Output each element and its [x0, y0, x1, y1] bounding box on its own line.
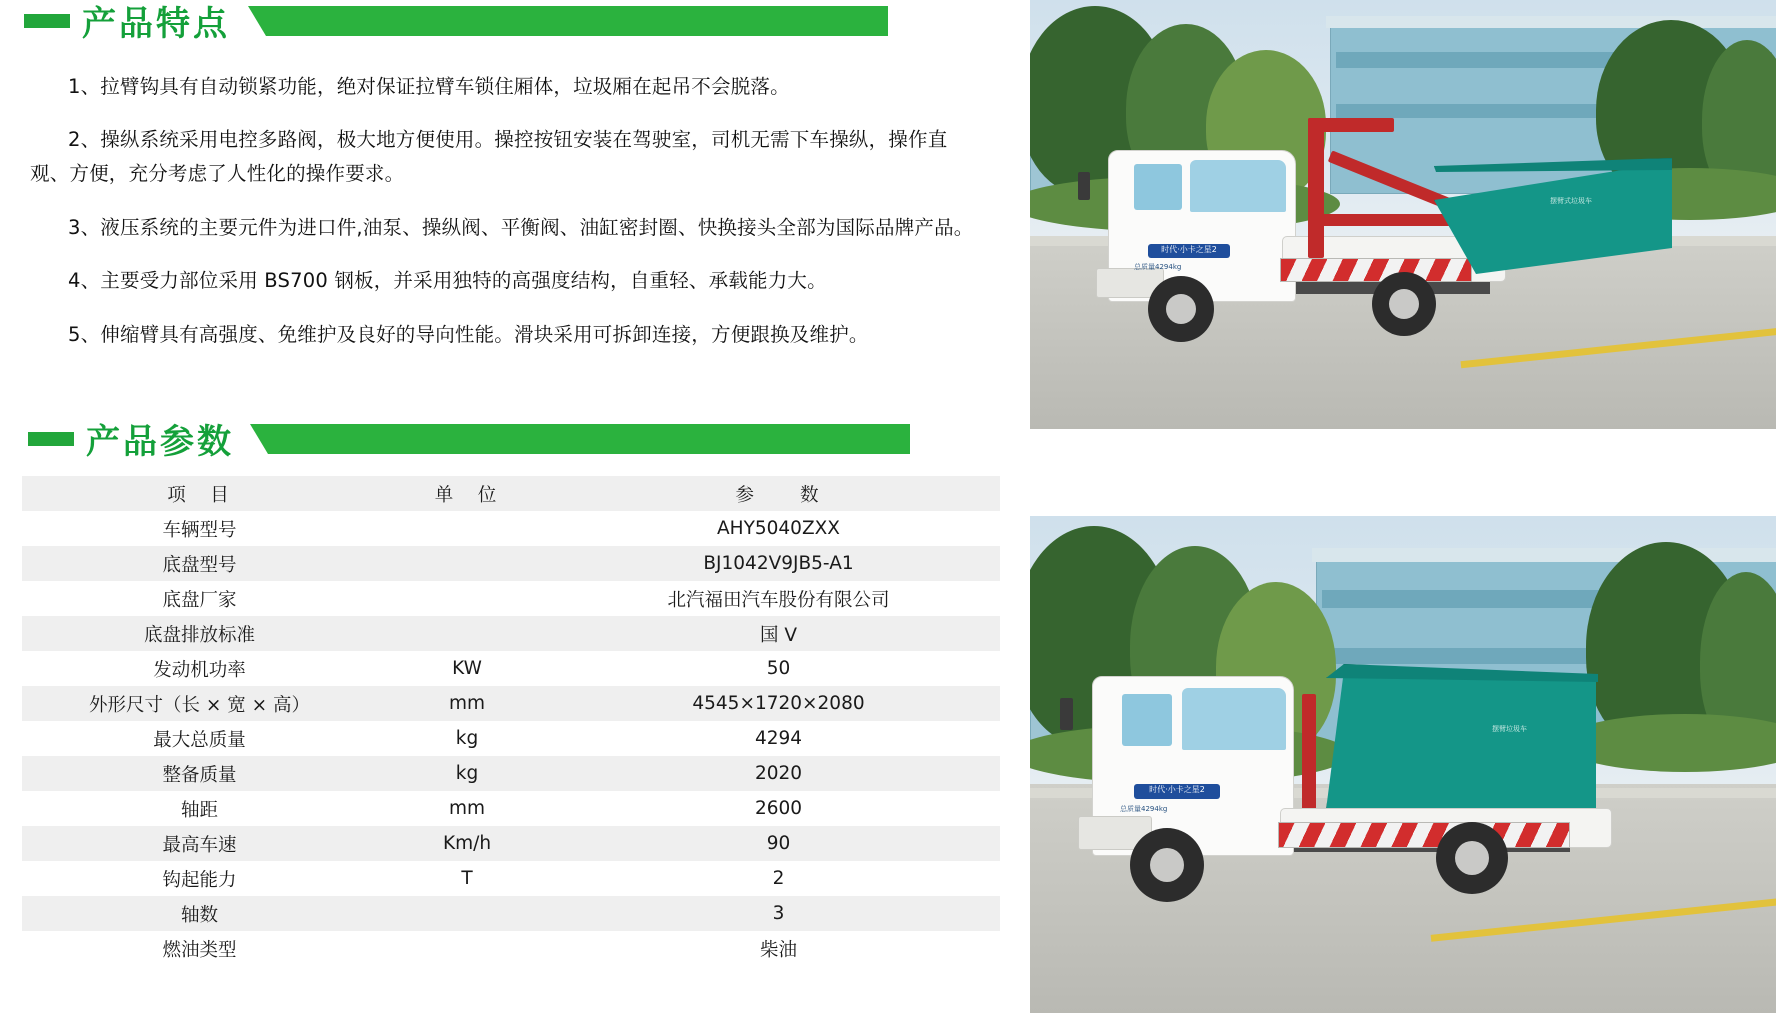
product-photo-lifting	[1030, 0, 1776, 429]
wheel-hub	[1389, 289, 1419, 319]
param-unit	[377, 546, 557, 581]
param-item: 外形尺寸（长 × 宽 × 高）	[88, 694, 311, 716]
table-row	[22, 546, 1000, 581]
param-value: 3	[772, 903, 785, 924]
table-row	[22, 896, 1000, 931]
parameters-table	[22, 476, 1000, 966]
side-mirror	[1078, 172, 1090, 200]
param-value: 4545×1720×2080	[692, 693, 865, 714]
hydraulic-cylinder	[1302, 694, 1316, 814]
skip-container	[1326, 670, 1598, 812]
features-title: 产品特点	[82, 4, 230, 44]
features-header	[0, 0, 1010, 46]
param-item: 发动机功率	[153, 659, 246, 681]
param-item: 底盘排放标准	[143, 624, 255, 646]
param-value: 柴油	[759, 939, 797, 961]
param-value: 国 V	[759, 624, 798, 646]
cab-windshield	[1190, 160, 1286, 212]
wheel-hub	[1150, 848, 1184, 882]
wheel-hub	[1455, 841, 1489, 875]
param-item: 车辆型号	[162, 519, 237, 541]
product-features-section	[0, 0, 1010, 346]
param-item: 最大总质量	[153, 729, 246, 751]
param-unit: kg	[455, 728, 479, 749]
table-row	[22, 721, 1000, 756]
side-mirror	[1060, 698, 1073, 730]
param-value: 90	[766, 833, 791, 854]
building-roof	[1326, 16, 1776, 28]
param-unit: Km/h	[442, 833, 492, 854]
param-item: 轴距	[180, 799, 218, 821]
cab-side-window	[1134, 164, 1182, 210]
param-item: 整备质量	[162, 764, 237, 786]
cab-side-window	[1122, 694, 1172, 746]
param-unit	[377, 931, 557, 966]
param-item: 底盘厂家	[162, 589, 237, 611]
cab-brand-badge: 时代·小卡之星2	[1148, 244, 1230, 258]
green-dash-icon	[24, 14, 70, 28]
param-unit	[377, 896, 557, 931]
cab-windshield	[1182, 688, 1286, 750]
skip-label-text: 摆臂垃圾车	[1492, 725, 1527, 733]
hook-lift-arm-lower	[1322, 214, 1452, 226]
param-unit	[377, 511, 557, 546]
rear-warning-stripes	[1278, 822, 1570, 848]
features-ribbon-decoration	[248, 6, 888, 36]
table-row	[22, 651, 1000, 686]
param-value: 2600	[754, 798, 803, 819]
table-row	[22, 826, 1000, 861]
param-item: 钩起能力	[162, 869, 237, 891]
table-header-row	[22, 476, 1000, 511]
table-row	[22, 931, 1000, 966]
param-item: 最高车速	[162, 834, 237, 856]
table-row	[22, 686, 1000, 721]
hook-lift-arm	[1308, 118, 1324, 258]
param-unit	[377, 581, 557, 616]
column-header-item: 项 目	[167, 484, 232, 506]
skip-label-text: 摆臂式垃圾车	[1550, 197, 1592, 205]
features-list	[30, 50, 980, 371]
param-item: 轴数	[180, 904, 218, 926]
param-item: 底盘型号	[162, 554, 237, 576]
cab-side-text: 总质量4294kg	[1120, 805, 1168, 813]
param-unit: kg	[455, 763, 479, 784]
product-photo-loaded	[1030, 516, 1776, 1013]
param-unit: mm	[448, 798, 486, 819]
param-value: AHY5040ZXX	[717, 518, 840, 539]
table-row	[22, 861, 1000, 896]
product-parameters-section	[0, 418, 1010, 961]
feature-item: 5、伸缩臂具有高强度、免维护及良好的导向性能。滑块采用可拆卸连接，方便跟换及维护。	[68, 322, 869, 346]
table-row	[22, 616, 1000, 651]
param-unit: T	[461, 868, 473, 889]
param-unit: mm	[448, 693, 486, 714]
params-header	[0, 418, 1010, 464]
column-header-unit: 单 位	[434, 484, 500, 506]
wheel-hub	[1166, 294, 1196, 324]
column-header-value: 参 数	[735, 484, 822, 506]
feature-item: 3、液压系统的主要元件为进口件,油泵、操纵阀、平衡阀、油缸密封圈、快换接头全部为国际品牌产品。	[68, 215, 974, 239]
params-title: 产品参数	[86, 422, 234, 462]
param-value: 2020	[754, 763, 803, 784]
table-row	[22, 511, 1000, 546]
rear-warning-stripes	[1280, 258, 1472, 282]
param-value: 50	[766, 658, 791, 679]
param-value: BJ1042V9JB5-A1	[703, 553, 854, 574]
feature-item: 1、拉臂钩具有自动锁紧功能，绝对保证拉臂车锁住厢体，垃圾厢在起吊不会脱落。	[68, 74, 790, 98]
param-value: 4294	[754, 728, 803, 749]
param-value: 北汽福田汽车股份有限公司	[667, 589, 890, 611]
cab-brand-badge: 时代·小卡之星2	[1134, 784, 1220, 799]
cab-side-text: 总质量4294kg	[1134, 263, 1182, 271]
table-row	[22, 581, 1000, 616]
feature-item: 4、主要受力部位采用 BS700 钢板，并采用独特的高强度结构，自重轻、承载能力大。	[68, 269, 827, 292]
param-unit: KW	[452, 658, 482, 679]
params-ribbon-decoration	[250, 424, 910, 454]
green-dash-icon	[28, 432, 74, 446]
hook-lift-arm-top	[1308, 118, 1394, 132]
param-value: 2	[772, 868, 785, 889]
table-row	[22, 791, 1000, 826]
feature-item: 2、操纵系统采用电控多路阀，极大地方便使用。操控按钮安装在驾驶室，司机无需下车操纵，操作直观、方便，充分考虑了人性化的操作要求。	[30, 128, 948, 185]
table-row	[22, 756, 1000, 791]
param-item: 燃油类型	[162, 939, 237, 961]
param-unit	[377, 616, 557, 651]
